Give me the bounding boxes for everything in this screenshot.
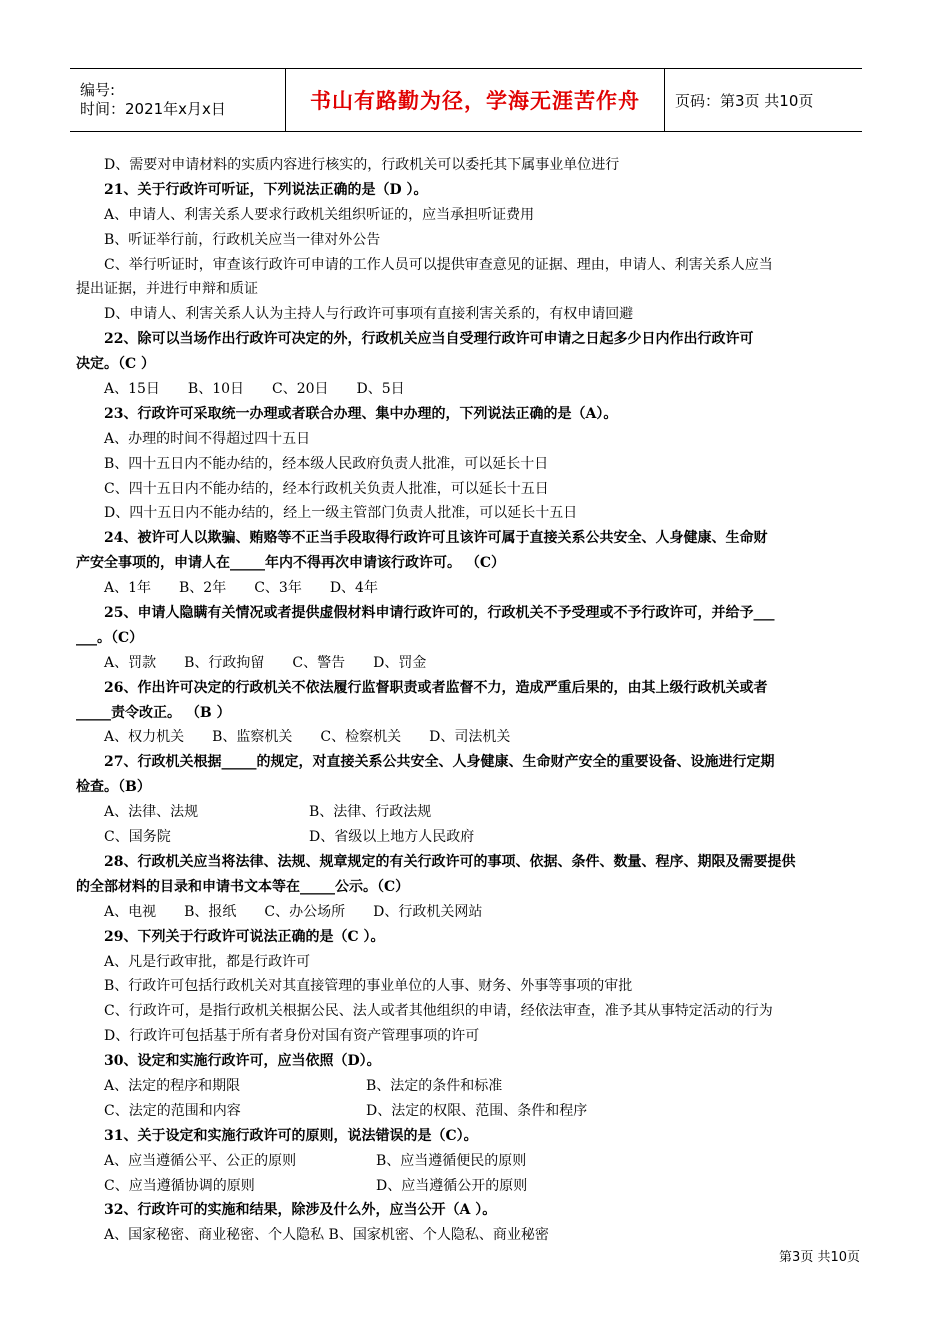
option-right: D、法定的权限、范围、条件和程序 [366, 1102, 588, 1119]
option-left: A、法定的程序和期限 [104, 1077, 241, 1094]
option-right: D、省级以上地方人民政府 [309, 829, 475, 846]
text-line: A、15日 B、10日 C、20日 D、5日 [104, 381, 405, 398]
text-line: D、申请人、利害关系人认为主持人与行政许可事项有直接利害关系的，有权申请回避 [104, 306, 634, 323]
question-line: 27、行政机关根据_____的规定，对直接关系公共安全、人身健康、生命财产安全的重要设备、设施进行定期 [104, 754, 775, 771]
question-line: 26、作出许可决定的行政机关不依法履行监督职责或者监督不力，造成严重后果的，由其上级行政机关或者 [104, 679, 768, 696]
text-line [76, 1174, 864, 1199]
text-line: A、办理的时间不得超过四十五日 [104, 430, 311, 447]
text-line: B、四十五日内不能办结的，经本级人民政府负责人批准，可以延长十日 [104, 455, 549, 472]
text-line: B、行政许可包括行政机关对其直接管理的事业单位的人事、财务、外事等事项的审批 [104, 978, 633, 995]
option-left: A、应当遵循公平、公正的原则 [104, 1152, 297, 1169]
option-left: A、法律、法规 [104, 804, 199, 821]
text-line: C、行政许可，是指行政机关根据公民、法人或者其他组织的申请，经依法审查，准予其从事特定活动的行为 [104, 1003, 773, 1020]
header-page-cell [665, 69, 862, 131]
text-line: A、权力机关 B、监察机关 C、检察机关 D、司法机关 [104, 729, 511, 746]
text-line: A、罚款 B、行政拘留 C、警告 D、罚金 [104, 654, 427, 671]
option-right: D、应当遵循公开的原则 [376, 1177, 528, 1194]
question-line: 31、关于设定和实施行政许可的原则，说法错误的是（C）。 [104, 1127, 478, 1144]
question-line: 29、下列关于行政许可说法正确的是（C ）。 [104, 928, 385, 945]
question-line: 检查。（B） [76, 779, 151, 796]
text-line [76, 800, 864, 825]
text-line: D、需要对申请材料的实质内容进行核实的，行政机关可以委托其下属事业单位进行 [104, 157, 620, 173]
question-line: 30、设定和实施行政许可，应当依照（D）。 [104, 1053, 381, 1070]
question-line: ___。（C） [76, 629, 144, 646]
text-line: D、四十五日内不能办结的，经上一级主管部门负责人批准，可以延长十五日 [104, 505, 578, 522]
text-line [76, 1149, 864, 1174]
number-label: 编号: [80, 81, 116, 99]
time-label: 时间：2021年x月x日 [80, 100, 226, 118]
option-right: B、法律、行政法规 [309, 804, 432, 821]
question-line: 决定。（C ） [76, 356, 156, 373]
text-line: B、听证举行前，行政机关应当一律对外公告 [104, 231, 381, 248]
text-line [76, 1099, 864, 1124]
page-footer: 第3页 共10页 [779, 1250, 860, 1265]
question-line: 22、除可以当场作出行政许可决定的外，行政机关应当自受理行政许可申请之日起多少日内作出行政许可 [104, 331, 754, 348]
text-line: A、1年 B、2年 C、3年 D、4年 [104, 580, 378, 597]
motto-text: 书山有路勤为径，学海无涯苦作舟 [310, 89, 640, 113]
text-line: A、国家秘密、商业秘密、个人隐私 B、国家机密、个人隐私、商业秘密 [104, 1227, 549, 1244]
text-line: A、电视 B、报纸 C、办公场所 D、行政机关网站 [104, 903, 483, 920]
text-line [76, 825, 864, 850]
text-line: D、行政许可包括基于所有者身份对国有资产管理事项的许可 [104, 1028, 480, 1045]
text-line: C、四十五日内不能办结的，经本行政机关负责人批准，可以延长十五日 [104, 480, 549, 497]
question-line: _____责令改正。 （B ） [76, 704, 231, 721]
option-right: B、应当遵循便民的原则 [376, 1152, 527, 1169]
text-line: C、举行听证时，审查该行政许可申请的工作人员可以提供审查意见的证据、理由，申请人、利害关系人应当 [104, 256, 773, 273]
question-line: 产安全事项的，申请人在_____年内不得再次申请该行政许可。 （C） [76, 555, 506, 572]
question-line: 21、关于行政许可听证，下列说法正确的是（D ）。 [104, 181, 428, 198]
header-motto-cell [285, 69, 665, 131]
option-right: B、法定的条件和标准 [366, 1077, 503, 1094]
option-left: C、法定的范围和内容 [104, 1102, 241, 1119]
question-line: 24、被许可人以欺骗、贿赂等不正当手段取得行政许可且该许可属于直接关系公共安全、人身健康、生命财 [104, 530, 768, 547]
header-table [70, 68, 862, 132]
page-label: 页码：第3页 共10页 [675, 91, 814, 110]
option-left: C、国务院 [104, 829, 171, 846]
option-left: C、应当遵循协调的原则 [104, 1177, 255, 1194]
text-line: 提出证据，并进行申辩和质证 [76, 281, 258, 298]
text-line: A、申请人、利害关系人要求行政机关组织听证的，应当承担听证费用 [104, 206, 535, 223]
question-line: 28、行政机关应当将法律、法规、规章规定的有关行政许可的事项、依据、条件、数量、程序、期限及需要提供 [104, 853, 796, 870]
document-body [76, 153, 864, 1248]
question-line: 32、行政许可的实施和结果，除涉及什么外，应当公开（A ）。 [104, 1202, 497, 1219]
text-line [76, 1074, 864, 1099]
header-meta [70, 69, 285, 131]
question-line: 25、申请人隐瞒有关情况或者提供虚假材料申请行政许可的，行政机关不予受理或不予行政许可，并给予___ [104, 605, 775, 622]
text-line: A、凡是行政审批，都是行政许可 [104, 953, 311, 970]
question-line: 23、行政许可采取统一办理或者联合办理、集中办理的，下列说法正确的是（A）。 [104, 405, 618, 422]
question-line: 的全部材料的目录和申请书文本等在_____公示。（C） [76, 878, 410, 895]
